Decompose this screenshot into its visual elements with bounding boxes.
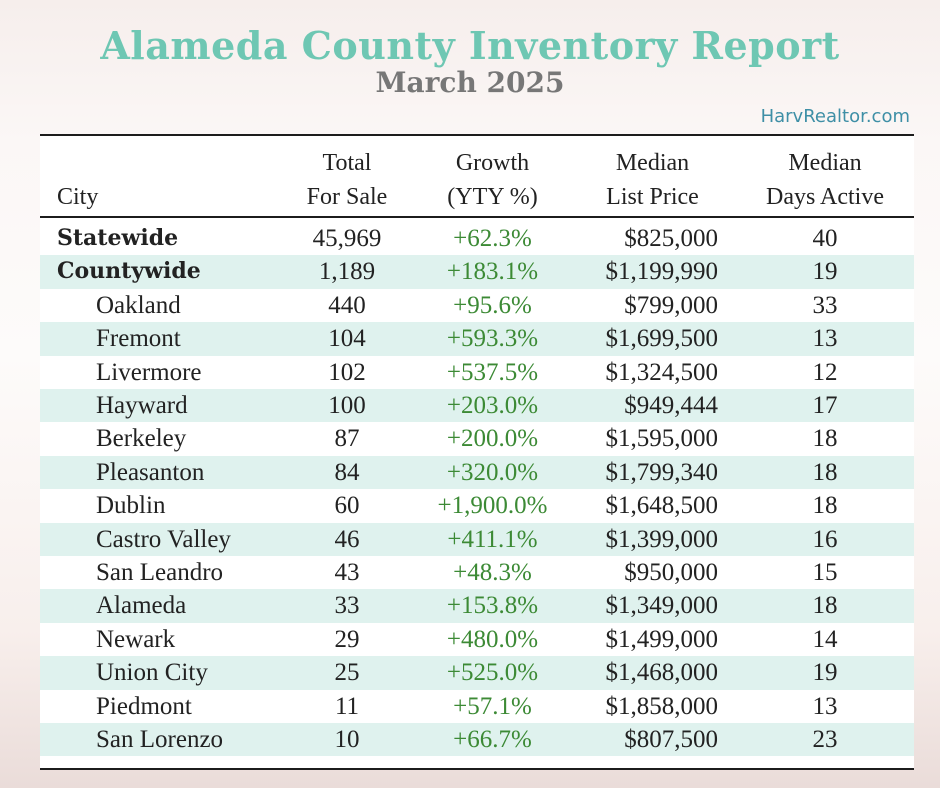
median-days-active: 23 xyxy=(812,726,838,753)
median-list-price: $1,468,000 xyxy=(605,659,718,687)
total-for-sale: 29 xyxy=(334,625,360,653)
median-list-price: $825,000 xyxy=(624,225,718,252)
table-row xyxy=(40,523,914,556)
table-row xyxy=(40,255,914,288)
city-name: Livermore xyxy=(96,358,202,386)
growth-yty: +203.0% xyxy=(446,392,539,419)
median-list-price: $799,000 xyxy=(624,291,718,319)
table-row xyxy=(40,456,914,489)
header-growth-line1: Growth xyxy=(455,150,530,176)
growth-yty: +48.3% xyxy=(453,559,532,586)
growth-yty: +153.8% xyxy=(446,592,539,620)
city-name: Union City xyxy=(96,659,208,687)
growth-yty: +200.0% xyxy=(446,425,539,453)
table-row xyxy=(40,489,914,522)
median-days-active: 14 xyxy=(812,625,838,653)
growth-yty: +66.7% xyxy=(453,726,532,753)
total-for-sale: 10 xyxy=(334,726,360,753)
city-name: Alameda xyxy=(96,592,187,620)
median-days-active: 19 xyxy=(812,258,838,286)
total-for-sale: 25 xyxy=(334,659,360,687)
header-price-line2: List Price xyxy=(606,184,699,210)
header-growth xyxy=(410,146,575,214)
median-list-price: $1,349,000 xyxy=(605,592,718,620)
median-days-active: 33 xyxy=(812,291,838,319)
header-growth-line2: (YTY %) xyxy=(447,184,538,210)
header-price-line1: Median xyxy=(615,150,690,176)
median-list-price: $807,500 xyxy=(624,726,718,753)
total-for-sale: 104 xyxy=(328,325,366,353)
total-for-sale: 11 xyxy=(334,692,360,720)
median-days-active: 18 xyxy=(812,492,838,520)
total-for-sale: 43 xyxy=(334,559,360,586)
growth-yty: +320.0% xyxy=(446,458,539,486)
total-for-sale: 100 xyxy=(328,392,366,419)
growth-yty: +480.0% xyxy=(446,625,539,653)
city-name: Pleasanton xyxy=(96,458,205,486)
total-for-sale: 440 xyxy=(328,291,366,319)
header-days xyxy=(740,146,910,214)
table-row xyxy=(40,356,914,389)
median-days-active: 40 xyxy=(812,225,838,252)
table-row xyxy=(40,422,914,455)
median-days-active: 18 xyxy=(812,592,838,620)
total-for-sale: 87 xyxy=(334,425,360,453)
site-watermark: HarvRealtor.com xyxy=(760,106,910,127)
city-name: Dublin xyxy=(96,492,166,520)
median-days-active: 13 xyxy=(812,325,838,353)
median-list-price: $1,858,000 xyxy=(605,692,718,720)
growth-yty: +411.1% xyxy=(447,525,538,553)
city-name: Castro Valley xyxy=(96,525,231,553)
table-row xyxy=(40,289,914,322)
median-list-price: $1,595,000 xyxy=(605,425,718,453)
median-days-active: 12 xyxy=(812,358,838,386)
median-days-active: 17 xyxy=(812,392,838,419)
growth-yty: +593.3% xyxy=(446,325,539,353)
header-total-line1: Total xyxy=(322,150,372,176)
growth-yty: +62.3% xyxy=(453,225,532,252)
median-days-active: 18 xyxy=(812,458,838,486)
median-days-active: 16 xyxy=(812,525,838,553)
median-list-price: $1,399,000 xyxy=(605,525,718,553)
total-for-sale: 33 xyxy=(334,592,360,620)
median-list-price: $1,648,500 xyxy=(605,492,718,520)
city-name: San Leandro xyxy=(96,559,224,586)
header-price xyxy=(580,146,725,214)
growth-yty: +1,900.0% xyxy=(437,492,548,520)
table-row xyxy=(40,690,914,723)
city-name: Piedmont xyxy=(96,692,192,720)
header-days-line2: Days Active xyxy=(766,184,884,210)
header-days-line1: Median xyxy=(788,150,862,176)
header-total-line2: For Sale xyxy=(306,184,388,210)
city-name: San Lorenzo xyxy=(96,726,224,753)
table-row xyxy=(40,222,914,255)
table-row xyxy=(40,322,914,355)
city-name: Hayward xyxy=(96,392,188,419)
median-list-price: $1,324,500 xyxy=(605,358,718,386)
city-name: Statewide xyxy=(57,225,179,251)
total-for-sale: 46 xyxy=(334,525,360,553)
city-name: Countywide xyxy=(57,258,201,285)
header-total xyxy=(287,146,407,214)
median-list-price: $1,499,000 xyxy=(605,625,718,653)
report-subtitle: March 2025 xyxy=(375,66,565,99)
city-name: Berkeley xyxy=(96,425,187,453)
total-for-sale: 60 xyxy=(334,492,360,520)
median-days-active: 13 xyxy=(812,692,838,720)
median-list-price: $1,699,500 xyxy=(605,325,718,353)
median-list-price: $950,000 xyxy=(624,559,718,586)
table-row xyxy=(40,556,914,589)
city-name: Newark xyxy=(96,625,176,653)
growth-yty: +183.1% xyxy=(446,258,539,286)
median-list-price: $1,799,340 xyxy=(605,458,718,486)
header-city: City xyxy=(57,184,99,210)
city-name: Oakland xyxy=(96,291,181,319)
total-for-sale: 84 xyxy=(334,458,360,486)
median-days-active: 19 xyxy=(812,659,838,687)
growth-yty: +537.5% xyxy=(446,358,539,386)
report-title: Alameda County Inventory Report xyxy=(100,23,840,68)
median-list-price: $949,444 xyxy=(624,392,718,419)
growth-yty: +57.1% xyxy=(453,692,532,720)
city-name: Fremont xyxy=(96,325,181,353)
table-row xyxy=(40,389,914,422)
table-row xyxy=(40,656,914,689)
table-header xyxy=(40,136,914,218)
growth-yty: +525.0% xyxy=(446,659,539,687)
median-list-price: $1,199,990 xyxy=(605,258,718,286)
total-for-sale: 102 xyxy=(328,358,366,386)
total-for-sale: 45,969 xyxy=(312,225,382,252)
table-row xyxy=(40,623,914,656)
median-days-active: 18 xyxy=(812,425,838,453)
median-days-active: 15 xyxy=(812,559,838,586)
table-row xyxy=(40,589,914,622)
growth-yty: +95.6% xyxy=(453,291,532,319)
inventory-table xyxy=(40,134,914,770)
table-row xyxy=(40,723,914,756)
total-for-sale: 1,189 xyxy=(318,258,376,286)
